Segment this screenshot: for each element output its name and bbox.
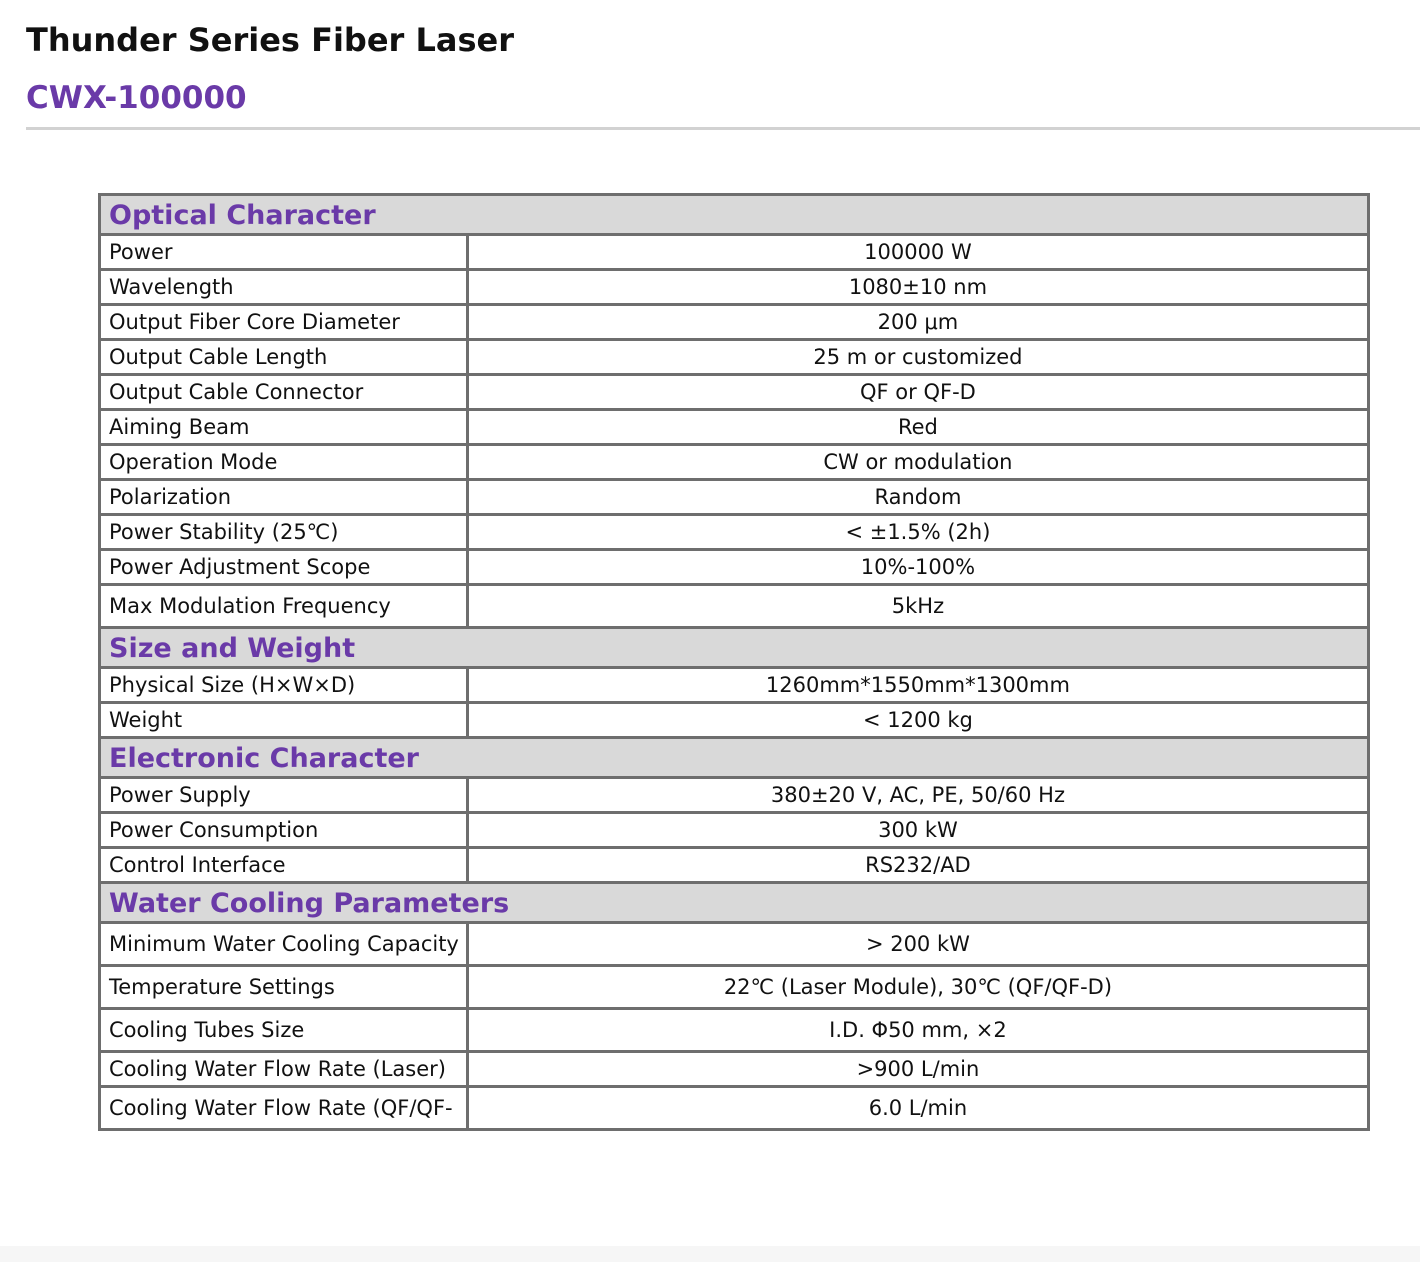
spec-label: Cooling Water Flow Rate (QF/QF-	[100, 1087, 468, 1130]
spec-label: Power Supply	[100, 778, 468, 813]
spec-label: Physical Size (H×W×D)	[100, 668, 468, 703]
table-row	[100, 480, 1369, 515]
table-row	[100, 270, 1369, 305]
spec-label: Operation Mode	[100, 445, 468, 480]
table-row	[100, 550, 1369, 585]
spec-value: QF or QF-D	[467, 375, 1368, 410]
spec-value: RS232/AD	[467, 848, 1368, 883]
spec-label: Power Consumption	[100, 813, 468, 848]
spec-value: 25 m or customized	[467, 340, 1368, 375]
section-title: Optical Character	[100, 195, 1369, 235]
spec-value: < 1200 kg	[467, 703, 1368, 738]
spec-value: 5kHz	[467, 585, 1368, 628]
table-row	[100, 445, 1369, 480]
section-header-size-and-weight	[100, 628, 1369, 668]
spec-label: Cooling Tubes Size	[100, 1009, 468, 1052]
spec-value: 22℃ (Laser Module), 30℃ (QF/QF-D)	[467, 966, 1368, 1009]
table-row	[100, 1087, 1369, 1130]
specification-table	[98, 193, 1370, 1131]
section-header-electronic-character	[100, 738, 1369, 778]
table-row	[100, 778, 1369, 813]
spec-label: Wavelength	[100, 270, 468, 305]
spec-label: Output Fiber Core Diameter	[100, 305, 468, 340]
spec-value: I.D. Φ50 mm, ×2	[467, 1009, 1368, 1052]
spec-label: Power Stability (25℃)	[100, 515, 468, 550]
table-row	[100, 848, 1369, 883]
spec-label: Temperature Settings	[100, 966, 468, 1009]
spec-value: > 200 kW	[467, 923, 1368, 966]
spec-label: Power Adjustment Scope	[100, 550, 468, 585]
spec-label: Weight	[100, 703, 468, 738]
spec-value: < ±1.5% (2h)	[467, 515, 1368, 550]
section-header-water-cooling-parameters	[100, 883, 1369, 923]
spec-value: Red	[467, 410, 1368, 445]
section-title: Electronic Character	[100, 738, 1369, 778]
table-row	[100, 966, 1369, 1009]
spec-value: 6.0 L/min	[467, 1087, 1368, 1130]
spec-label: Control Interface	[100, 848, 468, 883]
spec-value: Random	[467, 480, 1368, 515]
table-row	[100, 585, 1369, 628]
spec-label: Output Cable Length	[100, 340, 468, 375]
table-row	[100, 923, 1369, 966]
spec-value: 1260mm*1550mm*1300mm	[467, 668, 1368, 703]
header-divider	[26, 127, 1420, 130]
spec-value: 380±20 V, AC, PE, 50/60 Hz	[467, 778, 1368, 813]
spec-value: 300 kW	[467, 813, 1368, 848]
spec-label: Output Cable Connector	[100, 375, 468, 410]
section-header-optical-character	[100, 195, 1369, 235]
table-row	[100, 813, 1369, 848]
spec-label: Aiming Beam	[100, 410, 468, 445]
table-row	[100, 235, 1369, 270]
spec-value: 10%-100%	[467, 550, 1368, 585]
spec-value: 1080±10 nm	[467, 270, 1368, 305]
spec-value: CW or modulation	[467, 445, 1368, 480]
table-row	[100, 703, 1369, 738]
table-row	[100, 305, 1369, 340]
spec-value: >900 L/min	[467, 1052, 1368, 1087]
page-title: Thunder Series Fiber Laser	[26, 21, 514, 59]
spec-label: Max Modulation Frequency	[100, 585, 468, 628]
spec-value: 100000 W	[467, 235, 1368, 270]
spec-value: 200 μm	[467, 305, 1368, 340]
table-row	[100, 1009, 1369, 1052]
section-title: Water Cooling Parameters	[100, 883, 1369, 923]
spec-label: Cooling Water Flow Rate (Laser)	[100, 1052, 468, 1087]
table-row	[100, 668, 1369, 703]
page-bottom-strip	[0, 1246, 1420, 1262]
table-row	[100, 515, 1369, 550]
table-row	[100, 375, 1369, 410]
model-number: CWX-100000	[26, 80, 247, 116]
spec-label: Minimum Water Cooling Capacity	[100, 923, 468, 966]
section-title: Size and Weight	[100, 628, 1369, 668]
table-row	[100, 410, 1369, 445]
spec-label: Power	[100, 235, 468, 270]
table-row	[100, 340, 1369, 375]
table-row	[100, 1052, 1369, 1087]
spec-label: Polarization	[100, 480, 468, 515]
